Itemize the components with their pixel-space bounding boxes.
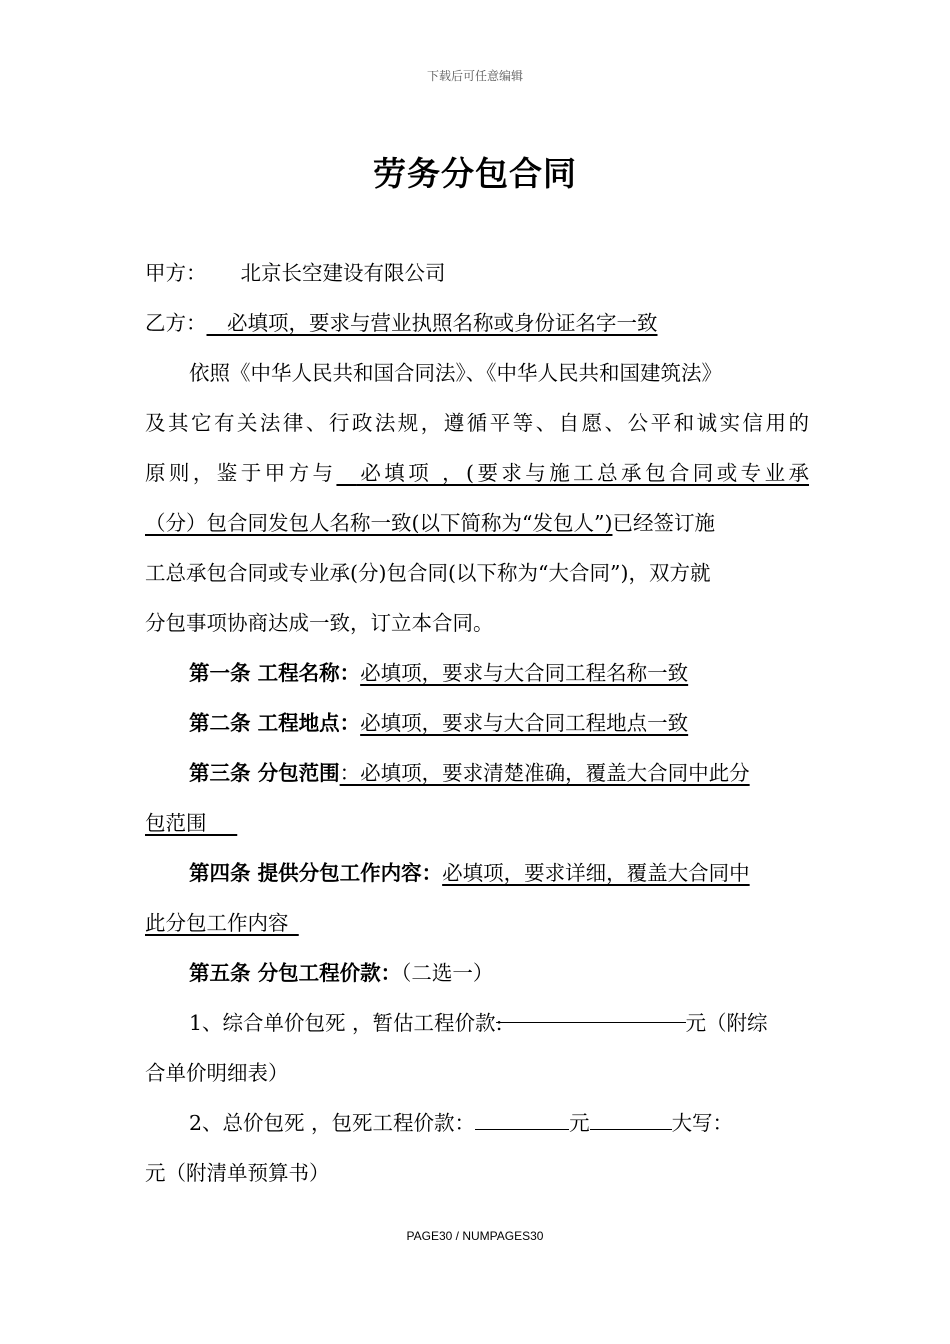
article-4	[145, 848, 809, 898]
page-title: 劳务分包合同	[373, 154, 577, 193]
party-a-label: 甲方：	[145, 261, 207, 285]
option-2: 2、总价包死 ，包死工程价款： 元 大写：	[145, 1098, 809, 1148]
article-4-value[interactable]: 必填项，要求详细，覆盖大合同中	[442, 861, 750, 885]
article-3-value-cont[interactable]: 包范围	[145, 811, 207, 835]
article-2	[145, 698, 809, 748]
preamble-line-6: 分包事项协商达成一致，订立本合同。	[145, 611, 494, 635]
article-2-label: 第二条 工程地点：	[189, 711, 361, 735]
article-4-cont	[145, 898, 809, 948]
party-b-label: 乙方：	[145, 311, 207, 335]
article-1-value[interactable]: 必填项，要求与大合同工程名称一致	[360, 661, 689, 685]
header-note: 下载后可任意编辑	[426, 69, 523, 83]
article-3-label: 第三条 分包范围	[189, 761, 340, 785]
article-5-label: 第五条 分包工程价款：	[189, 961, 402, 985]
preamble-line-1: 依照《中华人民共和国合同法》、《中华人民共和国建筑法》	[189, 361, 722, 385]
party-b-line	[145, 298, 809, 348]
employer-name-field[interactable]: 必填项 ，(要求与施工总承包合同或专业承	[356, 461, 810, 485]
article-3-cont	[145, 798, 809, 848]
amount-in-words-field[interactable]	[590, 1105, 672, 1130]
article-4-label: 第四条 提供分包工作内容：	[189, 861, 443, 885]
option-1: 1、综合单价包死 ，暂估工程价款: 元（附综	[145, 998, 809, 1048]
option-1-cont: 合单价明细表）	[145, 1061, 289, 1085]
article-1-label: 第一条 工程名称：	[189, 661, 361, 685]
article-5	[145, 948, 809, 998]
article-5-note: （二选一）	[401, 961, 494, 985]
party-a-value: 北京长空建设有限公司	[240, 261, 446, 285]
party-a-line	[145, 248, 809, 298]
preamble-line-5: 工总承包合同或专业承(分)包合同(以下称为“大合同”)，双方就	[145, 561, 711, 585]
lump-sum-price-field[interactable]	[475, 1105, 569, 1130]
page-number: PAGE30 / NUMPAGES30	[406, 1229, 544, 1243]
preamble-line-4: （分）包合同发包人名称一致(以下简称为“发包人”)已经签订施	[145, 511, 715, 535]
option-2-cont: 元（附清单预算书）	[145, 1161, 330, 1185]
article-3-value[interactable]: ：必填项，要求清楚准确，覆盖大合同中此分	[339, 761, 750, 785]
article-1	[145, 648, 809, 698]
article-2-value[interactable]: 必填项，要求与大合同工程地点一致	[360, 711, 689, 735]
preamble-line-3: 原则，鉴于甲方与 必填项 ，(要求与施工总承包合同或专业承	[145, 461, 810, 485]
contract-body	[145, 248, 809, 1198]
estimated-price-field[interactable]: :	[496, 998, 686, 1023]
preamble-line-2: 及其它有关法律、行政法规，遵循平等、自愿、公平和诚实信用的	[145, 411, 809, 435]
article-3	[145, 748, 809, 798]
employer-name-field-cont[interactable]: （分）包合同发包人名称一致(以下简称为“发包人”)	[145, 511, 613, 535]
party-b-value: 必填项，要求与营业执照名称或身份证名字一致	[227, 311, 658, 335]
article-4-value-cont[interactable]: 此分包工作内容	[145, 911, 289, 935]
